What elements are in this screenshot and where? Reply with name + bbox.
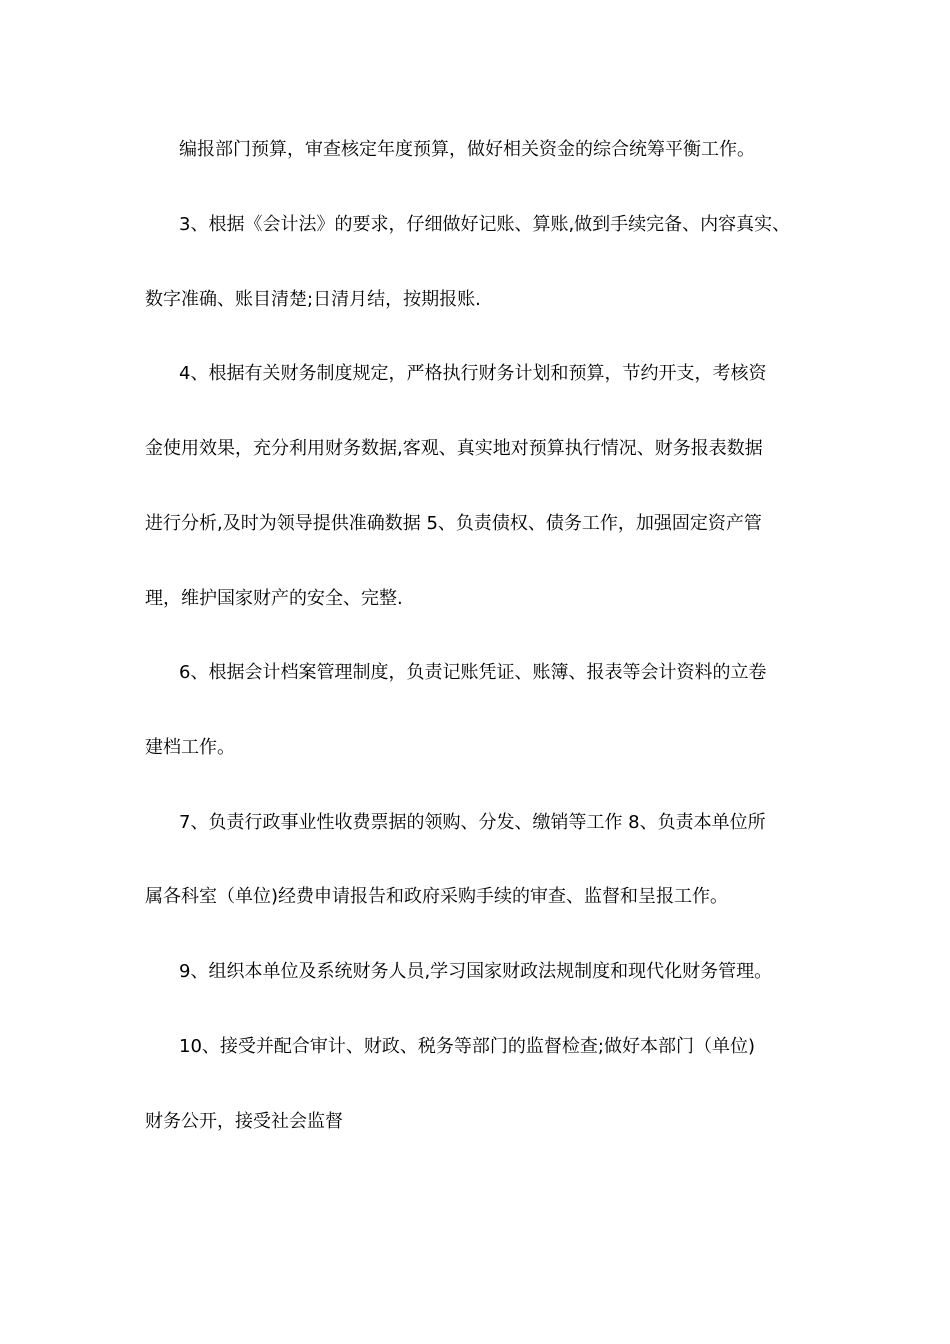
text-line: 进行分析,及时为领导提供准确数据 5、负责债权、债务工作，加强固定资产管 [145,513,762,534]
text-line: 编报部门预算，审查核定年度预算，做好相关资金的综合统筹平衡工作。 [179,139,755,160]
text-line: 10、接受并配合审计、财政、税务等部门的监督检查;做好本部门（单位) [179,1036,755,1057]
text-line: 4、根据有关财务制度规定，严格执行财务计划和预算，节约开支，考核资 [179,363,767,384]
text-line: 9、组织本单位及系统财务人员,学习国家财政法规制度和现代化财务管理。 [179,961,773,982]
text-line: 理，维护国家财产的安全、完整. [145,588,403,609]
text-line: 数字准确、账目清楚;日清月结，按期报账. [145,289,481,310]
text-line: 7、负责行政事业性收费票据的领购、分发、缴销等工作 8、负责本单位所 [179,812,766,833]
text-line: 6、根据会计档案管理制度，负责记账凭证、账簿、报表等会计资料的立卷 [179,662,767,683]
text-line: 财务公开，接受社会监督 [145,1111,343,1132]
text-line: 3、根据《会计法》的要求，仔细做好记账、算账,做到手续完备、内容真实、 [179,214,791,235]
text-line: 建档工作。 [145,737,235,758]
text-line: 属各科室（单位)经费申请报告和政府采购手续的审查、监督和呈报工作。 [145,886,729,907]
text-line: 金使用效果，充分利用财务数据,客观、真实地对预算执行情况、财务报表数据 [145,438,763,459]
